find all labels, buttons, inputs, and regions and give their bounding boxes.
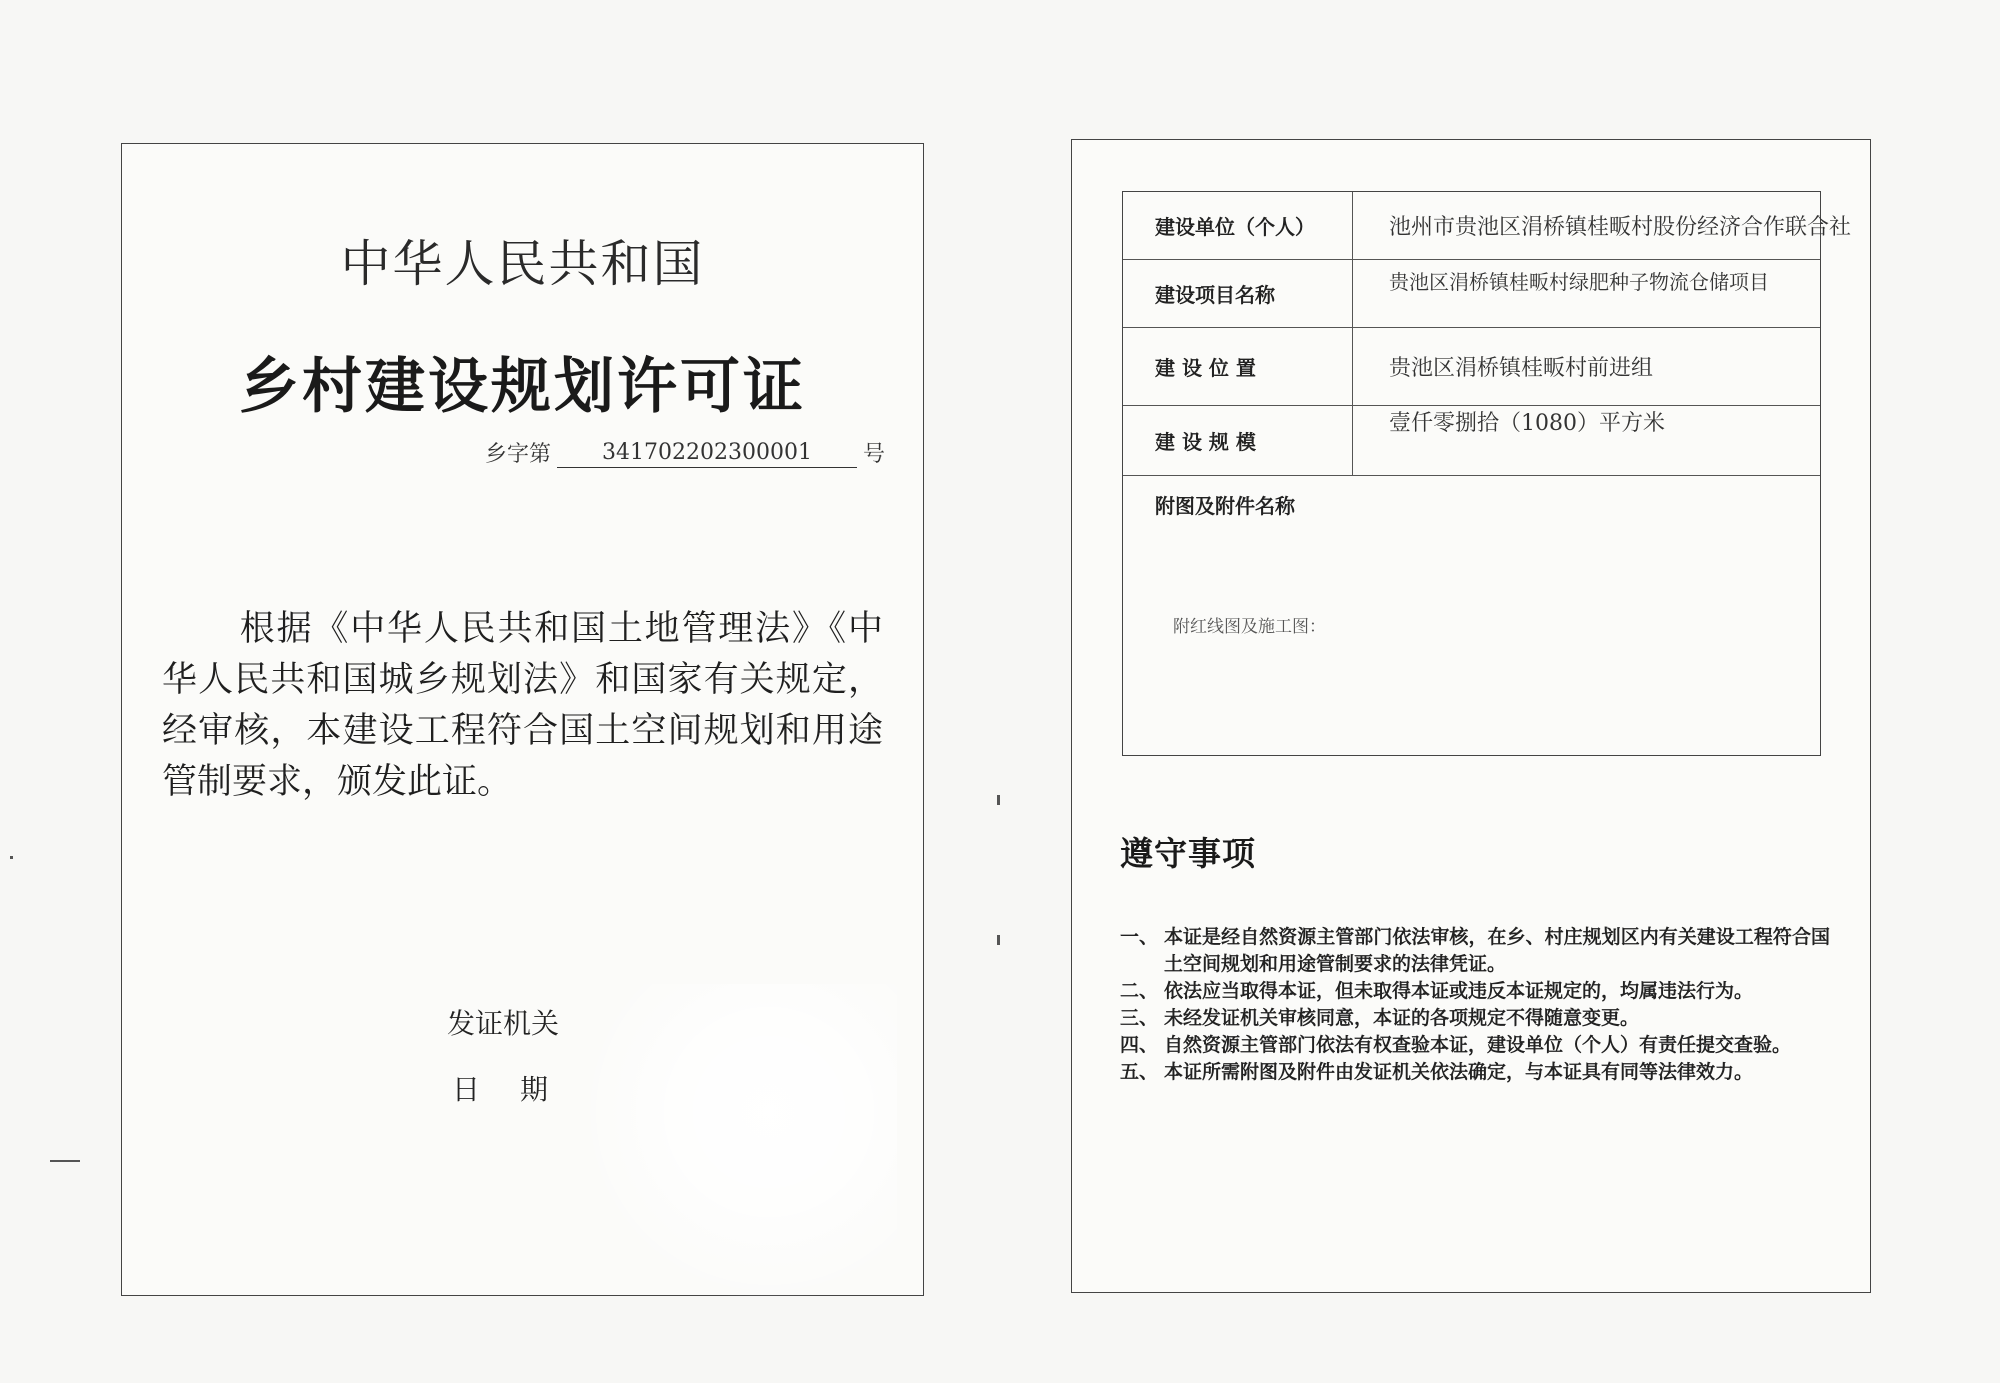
permit-cover-page: [121, 143, 924, 1296]
notice-number: 二、: [1120, 980, 1159, 1002]
construction-unit-label: 建设单位（个人）: [1123, 192, 1353, 259]
serial-number: 341702202300001: [557, 440, 857, 468]
list-item: [1120, 978, 1830, 1005]
scan-speck: [50, 1160, 80, 1162]
notice-number: 五、: [1120, 1061, 1159, 1083]
date-label-char-2: 期: [520, 1073, 549, 1106]
country-name: 中华人民共和国: [340, 235, 705, 293]
project-name-label: 建设项目名称: [1123, 260, 1353, 327]
notice-list: [1120, 924, 1830, 1086]
preamble-text: 根据《中华人民共和国土地管理法》《中华人民共和国城乡规划法》和国家有关规定，经审核，本建设工程符合国土空间规划和用途管制要求，颁发此证。: [162, 609, 883, 802]
serial-number-row: [485, 437, 885, 468]
list-item: [1120, 1032, 1830, 1059]
table-row: [1123, 328, 1820, 406]
scan-speck: [997, 935, 1000, 945]
serial-prefix: 乡字第: [484, 442, 551, 467]
location-label: 建 设 位 置: [1123, 328, 1353, 405]
notice-text: 本证是经自然资源主管部门依法审核，在乡、村庄规划区内有关建设工程符合国土空间规划和用途管制要求的法律凭证。: [1164, 926, 1830, 975]
redaction-blur: [577, 984, 897, 1304]
notice-text: 自然资源主管部门依法有权查验本证，建设单位（个人）有责任提交查验。: [1164, 1034, 1792, 1056]
project-name-value: 贵池区涓桥镇桂畈村绿肥种子物流仓储项目: [1389, 270, 1769, 294]
notice-number: 一、: [1120, 926, 1159, 948]
project-info-table: [1122, 191, 1852, 756]
list-item: [1120, 924, 1830, 978]
certificate-title: 乡村建设规划许可证: [239, 352, 806, 422]
preamble-paragraph: [162, 604, 883, 808]
notice-text: 本证所需附图及附件由发证机关依法确定，与本证具有同等法律效力。: [1164, 1061, 1754, 1083]
scan-speck: [10, 856, 13, 859]
construction-unit-value: 池州市贵池区涓桥镇桂畈村股份经济合作联合社: [1389, 215, 1852, 240]
notice-text: 依法应当取得本证，但未取得本证或违反本证规定的，均属违法行为。: [1164, 980, 1754, 1002]
list-item: [1120, 1005, 1830, 1032]
serial-suffix: 号: [862, 442, 885, 467]
issuing-authority-label: 发证机关: [447, 1007, 560, 1040]
permit-detail-page: [1071, 139, 1871, 1293]
scale-label: 建 设 规 模: [1123, 406, 1353, 475]
notice-number: 四、: [1120, 1034, 1159, 1056]
table-row: [1123, 260, 1820, 328]
table-row: [1123, 406, 1820, 476]
table-row: [1123, 192, 1852, 260]
notice-title: 遵守事项: [1120, 834, 1256, 873]
notice-number: 三、: [1120, 1007, 1159, 1029]
date-label-char-1: 日: [452, 1073, 481, 1106]
issue-date-label: [452, 1068, 548, 1108]
attachments-note: 附红线图及施工图：: [1173, 617, 1326, 637]
location-value: 贵池区涓桥镇桂畈村前进组: [1389, 356, 1654, 381]
scale-value: 壹仟零捌拾（1080）平方米: [1389, 411, 1665, 436]
scan-speck: [997, 795, 1000, 805]
list-item: [1120, 1059, 1830, 1086]
notice-text: 未经发证机关审核同意，本证的各项规定不得随意变更。: [1164, 1007, 1640, 1029]
attachments-label: 附图及附件名称: [1155, 494, 1295, 518]
